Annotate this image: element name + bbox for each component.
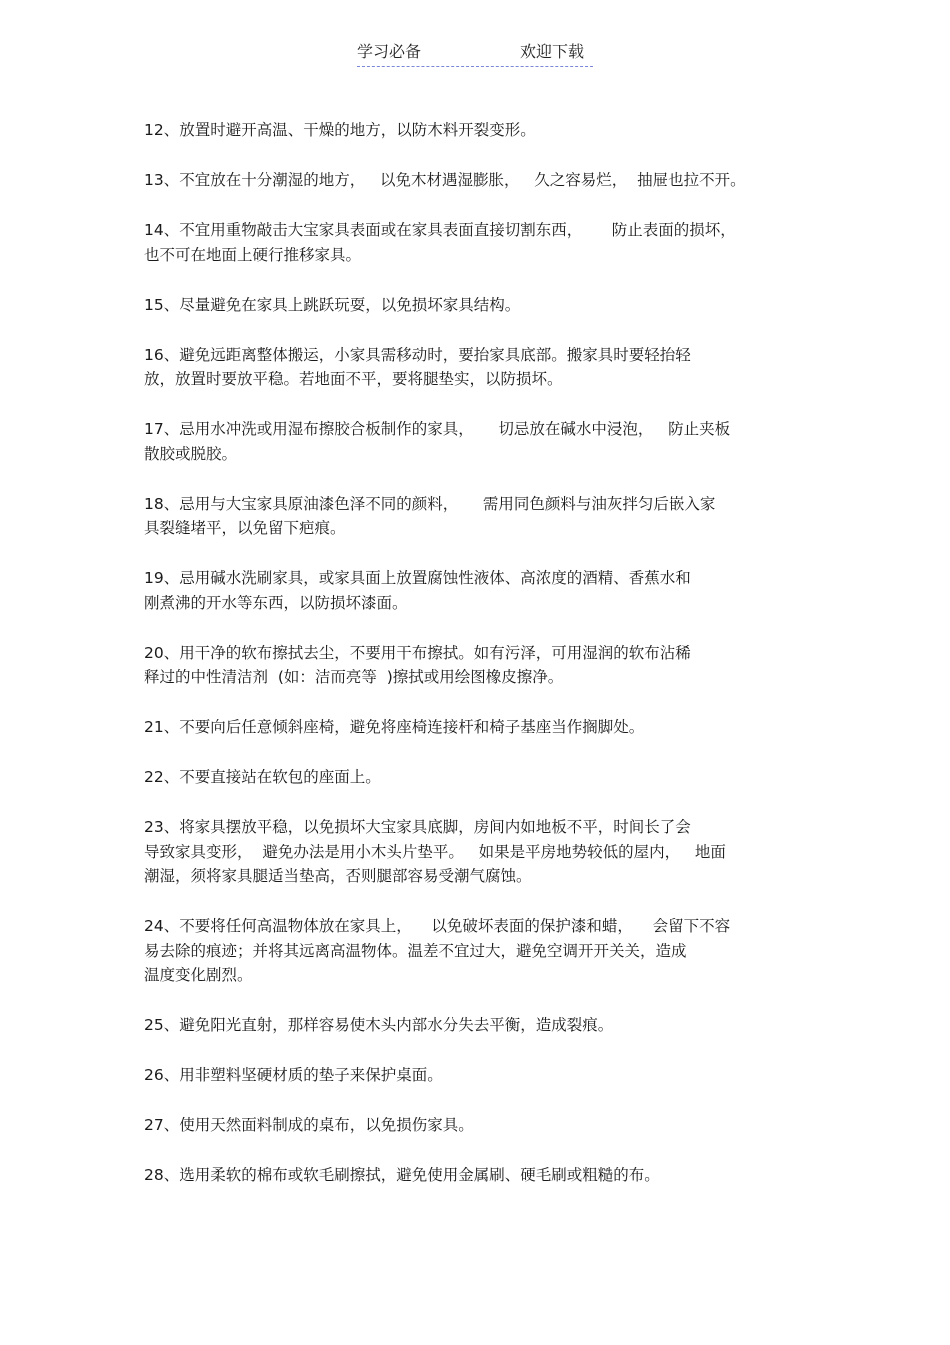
list-item-line: 25、避免阳光直射，那样容易使木头内部水分失去平衡，造成裂痕。 [144, 1016, 614, 1034]
list-item [144, 492, 814, 541]
list-item-line: 19、忌用碱水洗刷家具，或家具面上放置腐蚀性液体、高浓度的酒精、香蕉水和 [144, 569, 691, 587]
list-item [144, 1013, 814, 1038]
list-item-line: 21、不要向后任意倾斜座椅，避免将座椅连接杆和椅子基座当作搁脚处。 [144, 718, 645, 736]
list-item-line: 放，放置时要放平稳。若地面不平，要将腿垫实，以防损坏。 [144, 370, 563, 388]
list-item-line: 26、用非塑料坚硬材质的垫子来保护桌面。 [144, 1066, 443, 1084]
list-item [144, 641, 814, 690]
header-left-text: 学习必备 [357, 42, 422, 61]
list-item [144, 168, 814, 193]
list-item [144, 715, 814, 740]
list-item-line: 17、忌用水冲洗或用湿布擦胶合板制作的家具， 切忌放在碱水中浸泡， 防止夹板 [144, 420, 731, 438]
list-item-line: 12、放置时避开高温、干燥的地方，以防木料开裂变形。 [144, 121, 536, 139]
list-item [144, 417, 814, 466]
list-item-line: 20、用干净的软布擦拭去尘，不要用干布擦拭。如有污泽，可用湿润的软布沾稀 [144, 643, 691, 662]
list-item-line: 具裂缝堵平，以免留下疤痕。 [144, 519, 346, 537]
list-item [144, 566, 814, 615]
list-item [144, 293, 814, 318]
list-item-line: 27、使用天然面料制成的桌布，以免损伤家具。 [144, 1116, 474, 1134]
list-item-line: 18、忌用与大宝家具原油漆色泽不同的颜料， 需用同色颜料与油灰拌匀后嵌入家 [144, 494, 716, 513]
list-item-line: 散胶或脱胶。 [144, 444, 238, 463]
list-item [144, 815, 814, 889]
list-item-line: 23、将家具摆放平稳，以免损坏大宝家具底脚，房间内如地板不平，时间长了会 [144, 818, 691, 836]
list-item-line: 释过的中性清洁剂 (如：洁而亮等 )擦拭或用绘图橡皮擦净。 [144, 668, 564, 686]
list-item [144, 1113, 814, 1138]
list-item-line: 16、避免远距离整体搬运，小家具需移动时，要抬家具底部。搬家具时要轻抬轻 [144, 345, 691, 364]
list-item-line: 刚煮沸的开水等东西，以防损坏漆面。 [144, 593, 408, 612]
list-item-line: 温度变化剧烈。 [144, 966, 253, 984]
list-item [144, 1163, 814, 1188]
list-item-line: 14、不宜用重物敲击大宝家具表面或在家具表面直接切割东西， 防止表面的损坏， [144, 221, 736, 239]
list-item-line: 潮湿，须将家具腿适当垫高，否则腿部容易受潮气腐蚀。 [144, 867, 532, 885]
list-item [144, 218, 814, 267]
list-item-line: 也不可在地面上硬行推移家具。 [144, 245, 362, 264]
page-header [357, 40, 593, 67]
list-item [144, 1063, 814, 1088]
list-item [144, 765, 814, 790]
list-item-line: 13、不宜放在十分潮湿的地方， 以免木材遇湿膨胀， 久之容易烂， 抽屉也拉不开。 [144, 171, 746, 189]
header-right-text: 欢迎下载 [520, 42, 585, 61]
list-item [144, 118, 814, 143]
list-item-line: 22、不要直接站在软包的座面上。 [144, 768, 381, 786]
list-item-line: 28、选用柔软的棉布或软毛刷擦拭，避免使用金属刷、硬毛刷或粗糙的布。 [144, 1166, 660, 1184]
list-item-line: 易去除的痕迹；并将其远离高温物体。温差不宜过大，避免空调开开关关，造成 [144, 941, 687, 960]
document-body [144, 118, 814, 1213]
list-item [144, 914, 814, 988]
list-item-line: 15、尽量避免在家具上跳跃玩耍，以免损坏家具结构。 [144, 295, 521, 314]
list-item [144, 343, 814, 392]
list-item-line: 24、不要将任何高温物体放在家具上， 以免破坏表面的保护漆和蜡， 会留下不容 [144, 917, 731, 935]
list-item-line: 导致家具变形， 避免办法是用小木头片垫平。 如果是平房地势较低的屋内， 地面 [144, 842, 726, 861]
